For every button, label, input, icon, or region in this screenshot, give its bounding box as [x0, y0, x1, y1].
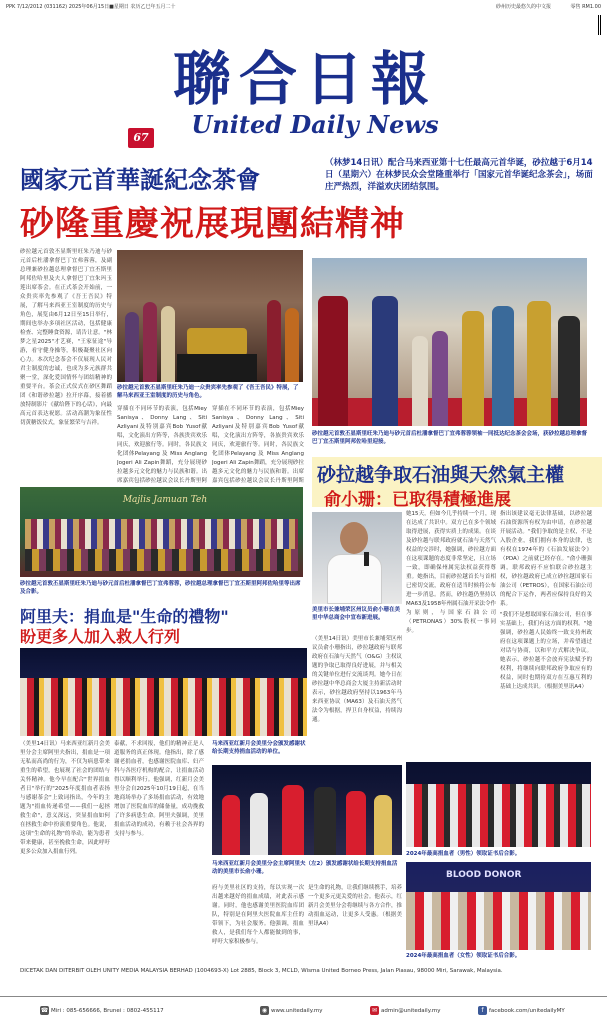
- story3-column-4: 是生命的礼物，让我们继续携手，培养一个更多元更关爱的社会。他表示，红新月会美里分会将继续与各方合作，推动捐血运动，让更多人受惠。（根据美里讯A4）: [308, 885, 402, 927]
- story1-subheadline: 砂隆重慶祝展現團結精神: [20, 204, 405, 244]
- story1-photo-arrival-caption: 砂拉越元首敦丕显斯里旺朱乃迪与砂元首后杜潘拿督巴丁宜弗蓉蓉领袖一同抵达纪念茶会会场，获砂拉越总理拿督巴丁宜丕斯里阿邦佐哈里迎接。: [312, 431, 588, 445]
- footer-email[interactable]: ✉ admin@unitedaily.my: [371, 1007, 441, 1014]
- masthead-title-en: United Daily News: [191, 110, 439, 139]
- globe-icon: ◉: [261, 1007, 268, 1014]
- story3-column-3: 府与美里社区的支持，每以实现一次出越来越好的捐血成绩，对此表示感谢。同时，他也感谢美里医院血库团队，特别是在阿里夫医院血库主任的带领下，为社会服务。他强调，捐血救人，是我们每个人都能做到的事，呼吁大家积极参与。: [212, 885, 304, 945]
- story2-photo-speaker: [312, 512, 402, 604]
- footer-divider: [0, 996, 607, 997]
- masthead-title-cn: 聯合日報: [172, 45, 437, 113]
- mail-icon: ✉: [371, 1007, 378, 1014]
- issue-info: PPK 7/12/2012 (031162) 2025年06月15日■星期日 农历乙巳年五月二十: [6, 4, 176, 10]
- anniversary-badge: 67: [128, 128, 154, 148]
- story2-column-3: 指出该建议毫无法律基础，以砂拉越石油资源所有权为由申请，在砂拉越开展活动。"我们争取的是主权，不是入股企业，我们拥有本身的法律，也有权在1974年的《石油发展法令》（PDA）之前就已经存在。"俞小珊强调，联邦政府不应怕联合砂拉越主权，砂拉越政府已成立砂拉越国家石油公司（PETROS），在国家石油公司的配合下运作，两者应保持良好的关系。 "我们不是想取国家石油公司，但在事实基础上，我们有这方面的权利。"她强调，砂拉越人民始终一致支持州政府在这项课题上的立场，并希望通过对话与协商，以和平方式解决争议。她表示，砂拉越不会放弃宪法赋予的权利，将继续向联邦政府争取应有的权益，同时也期待双方在互惠互利的基础上达成共识。（根据美里讯A4）: [500, 511, 592, 690]
- story2-subheadline: 俞小珊：已取得積極進展: [324, 490, 511, 510]
- story1-photo-arrival: [312, 258, 587, 426]
- stage-banner-text: Majlis Jamuan Teh: [122, 495, 208, 505]
- footer-facebook[interactable]: f facebook.com/unitedailyMY: [478, 1006, 565, 1015]
- story1-photo-stage: [20, 487, 303, 577]
- masthead: [0, 44, 607, 139]
- facebook-icon: f: [478, 1006, 487, 1015]
- story2-column-2: 她15天，但如今几乎持续一个月，现在达成了共识中。双方已在多个领域取得进展，获得实质上的成果。在谈及砂拉越与联邦政府就石油与天然气权益的交涉时，她强调，砂拉越方面在这项课题的态度非常坚定，且立场一致，即确保州属宪法权益获得尊重。她指出，目前砂拉越首长与首相已密切交流，政府在适当时候将公布进一步消息。然而，砂拉越仍坚持以MA63及1958年州属石油开采法令作为原则，与国家石油公司（PETRONAS）30%股权一事同步。: [406, 511, 496, 634]
- story3-headline: 阿里夫：捐血是"生命的禮物": [20, 607, 229, 626]
- price: 零售 RM1.00: [570, 4, 601, 10]
- story1-photo-exhibit-caption: 砂拉越元首敦丕显斯里旺朱乃迪一众贵宾率先参观了《吾王吾民》特展，了解马来西亚王室制度的历史与角色。: [117, 385, 299, 399]
- story3-photo-male-donors: [406, 762, 591, 847]
- story1-headline: 國家元首華誕紀念茶會: [20, 165, 260, 194]
- story3-photo2-caption: 马来西亚红新月会美里分会主席阿里夫（左2）颁发感谢状给长期支持捐血活动的美里市长俞小珊。: [212, 861, 398, 875]
- story1-lead: （林梦14日讯）配合马来西亚第十七任最高元首华诞，砂拉越于6月14日（星期六）在林梦民众会堂隆重举行「国家元首华诞纪念茶会」，场面庄严热烈，洋溢欢庆团结氛围。: [325, 158, 593, 192]
- story3-photo3-caption: 2024年最高捐血者（男性）领取证书后合影。: [406, 851, 521, 857]
- story3-column-2: 泰献，不求回报，他们的精神正是人道服务的真正体现。他指出，除了感谢老捐血者，也感谢医院血库、妇产科与各医疗机构的配合，让捐血活动得以顺利举行。他强调，红新月会美里分会自2025年10月19日起，在当地商场举办了多场捐血活动，有效地增加了医院血库的储备量，成功挽救了许多病患生命。阿里夫强调，美里捐血活动的成功，有赖于社会各界的支持与参与。: [114, 741, 204, 837]
- story3-subheadline: 盼更多人加入救人行列: [20, 627, 181, 646]
- story2-headline-box: [312, 457, 602, 510]
- barcode-icon: [598, 15, 601, 35]
- imprint-text: DICETAK DAN DITERBIT OLEH UNITY MEDIA MALAYSIA BERHAD (1004693-X) Lot 2885, Block 3, MCLD, Wisma United Borneo Press, Jalan Piasau, 98000 Miri, Sarawak, Malaysia.: [20, 968, 503, 974]
- tagline: 砂州历史最悠久的中文报: [495, 4, 551, 10]
- story1-column-1: 砂拉越元首敦丕显斯里旺朱乃迪与砂元首后杜潘拿督巴丁宜弗蓉蓉，及副总理兼砂拉越总理拿督巴丁宜丕斯里阿邦佐哈里及夫人拿督巴丁宜朱玛玉莲出席茶会。在正式茶会开始前，一众贵宾率先参观了《吾王吾民》特展，了解马来西亚王室制度的历史与角色，展览由6月12日至15日举行，期间也举办多项社区活动，包括健康检查、完整睡食资源，请告让意。"林梦之星2025"才艺赛，"王家征途"导游，看守健身操等，积极凝聚社区向心力。本次纪念茶会不仅展现人民对君主制度的忠诚，也成为多元族群共聚一堂，深化爱国情怀与团结精神的重要平台。茶会正式仪式在砂区舞蹈团《和谐砂拉越》拉开序幕，接着播放特制影片《献给陛下的心话》，向最高元首表达祝愿。活动高潮为象征性切黄糖饭仪式，象征繁荣与吉祥。: [20, 249, 112, 426]
- footer-web[interactable]: ◉ www.unitedaily.my: [261, 1007, 323, 1014]
- story3-photo-award: [212, 765, 402, 855]
- story3-photo-female-donors: [406, 862, 591, 950]
- top-info-bar: [0, 0, 607, 12]
- story2-column-1: （美里14日讯）美里市长兼埔荣区州议员俞小珊指出，砂拉越政府与联邦政府在石油与天然气（O&G）主权议题的争取已取得良好进展，并与相关的关键单位进行交流谈判。她今日在砂拉越中华总商会大厦主持新活动时表示，砂拉越政府坚持以1963年马来西亚协议（MA63）及石油天然气法令为根据，捍卫自身权益，持续沟通。: [312, 636, 402, 723]
- story3-photo-ceremony: [20, 648, 307, 736]
- story1-photo-exhibit: [117, 250, 303, 382]
- story3-photo1-caption: 马来西亚红新月会美里分会颁发感谢状给长期支持捐血活动的单位。: [212, 741, 306, 755]
- story3-photo4-caption: 2024年最高捐血者（女性）领取证书后合影。: [406, 953, 521, 959]
- story1-photo-stage-caption: 砂拉越元首敦丕显斯里旺朱乃迪与砂元首后杜潘拿督巴丁宜弗蓉蓉，砂拉越总理拿督巴丁宜丕斯里阿邦佐哈里等出席及合影。: [20, 581, 301, 595]
- story2-headline: 砂拉越争取石油與天然氣主權: [317, 464, 565, 486]
- phone-icon: ☎: [40, 1007, 49, 1014]
- story2-photo-caption: 美里市长兼埔荣区州议员俞小珊在美里中华总商会中宣布新进展。: [312, 607, 401, 621]
- story1-column-3: 穿插在不同环节的表演，包括Miey Sanisya、Donny Lang、Siti Azliyani及特别嘉宾Bob Yusof献唱，文化演出方阵等，各族贵宾欢乐同庆，欢迎旅行等。同时，各民族文化团体Pelayang 及 Miss Anglang Jogeri Ali Zapin舞蹈，充分展现砂拉越多元文化的魅力与民族和谐。出席嘉宾包括砂拉越议会议长丹斯里阿斯: [212, 406, 304, 483]
- footer-phone: ☎ Miri : 085-656666, Brunei : 0802-455117: [40, 1007, 164, 1014]
- story1-column-2: 穿插在不同环节的表演，包括Miey Sanisya、Donny Lang、Siti Azliyani及特别嘉宾Bob Yusof献唱，文化演出方阵等，各族贵宾欢乐同庆，欢迎旅行等。同时，各民族文化团体Pelayang 及 Miss Anglang Jogeri Ali Zapin舞蹈，充分展现砂拉越多元文化的魅力与民族和谐。出席嘉宾包括砂拉越议会议长丹斯里阿: [117, 406, 207, 483]
- story3-column-1: （美里14日讯）马来西亚红新月会美里分会主席阿里夫指出，捐血是一项无私而高尚的行为，不仅为病患带来重生的希望，也展现了社会的团结与关怀精神。他今早在配合"世界捐血者日"举行的"2025年度捐血者表扬与感谢茶会"上致词指出，今年的主题为"捐血传递希望——我们一起拯救生命"，意义深远，突显捐血如何在拯救生命中扮演重要角色。他说，这项"生命的礼物"的举动，能为患者带来健康，甚至挽救生命，因此呼吁更多公众加入捐血行列。: [20, 741, 110, 855]
- blood-donor-banner: BLOOD DONOR: [446, 870, 522, 880]
